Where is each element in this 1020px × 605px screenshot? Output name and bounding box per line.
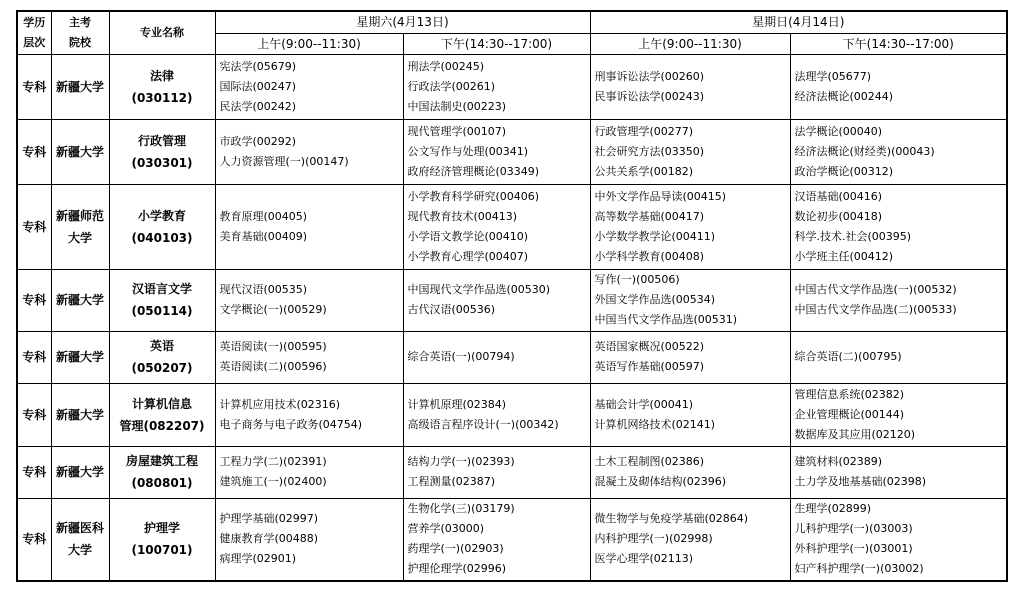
school-name-line: 新疆师范 [55,208,104,223]
course-item: 数据库及其应用(02120) [794,427,916,441]
courses-sun-pm [790,383,1007,446]
course-item: 中国古代文学作品选(二)(00533) [794,303,957,316]
major-cell [109,331,215,383]
major-name: 英语 [149,339,174,353]
major-code: 管理(082207) [119,418,205,433]
header-sunday: 星期日(4月14日) [590,11,1007,33]
courses-sat-am [215,119,403,184]
school-cell [51,184,109,269]
course-item: 高等数学基础(00417) [594,209,705,223]
table-row [17,383,1007,446]
course-item: 美育基础(00409) [219,229,308,243]
school-name-line: 新疆大学 [55,293,104,307]
course-item: 计算机原理(02384) [407,397,507,411]
course-item: 小学教育心理学(00407) [407,249,529,263]
courses-sat-am [215,383,403,446]
courses-sat-pm [403,446,590,498]
school-name-line: 新疆大学 [55,144,104,159]
courses-sun-am [590,383,790,446]
courses-sun-pm [790,54,1007,119]
major-cell [109,119,215,184]
school-cell [51,54,109,119]
level-cell: 专科 [17,383,51,446]
courses-sun-am [590,331,790,383]
course-item: 法学概论(00040) [794,124,883,138]
course-item: 企业管理概论(00144) [794,407,905,421]
level-cell: 专科 [17,446,51,498]
table-row [17,331,1007,383]
courses-sun-am [590,446,790,498]
courses-sat-am [215,54,403,119]
courses-sun-pm [790,269,1007,331]
course-item: 护理伦理学(02996) [407,562,507,576]
major-cell [109,498,215,581]
courses-sat-pm [403,383,590,446]
header-sun-pm: 下午(14:30--17:00) [790,33,1007,54]
course-item: 数论初步(00418) [794,209,883,223]
level-cell: 专科 [17,331,51,383]
table-row [17,498,1007,581]
course-item: 人力资源管理(一)(00147) [219,154,349,168]
courses-sun-am [590,498,790,581]
course-item: 电子商务与电子政务(04754) [219,417,363,431]
courses-sun-am [590,184,790,269]
major-name: 行政管理 [137,133,186,148]
course-item: 科学.技术.社会(00395) [794,229,912,243]
exam-schedule [16,10,1006,582]
course-item: 妇产科护理学(一)(03002) [794,562,924,576]
major-code: (100701) [131,543,193,558]
school-name-line: 新疆大学 [55,79,104,94]
course-item: 宪法学(05679) [219,59,297,73]
course-item: 儿科护理学(一)(03003) [794,522,913,536]
level-cell: 专科 [17,54,51,119]
level-cell: 专科 [17,269,51,331]
major-code: (050114) [131,304,193,318]
course-item: 英语阅读(二)(00596) [219,360,327,373]
courses-sat-pm [403,54,590,119]
course-item: 小学数学教学论(00411) [594,229,716,243]
major-code: (040103) [131,230,193,245]
course-item: 中国古代文学作品选(一)(00532) [794,283,957,296]
course-item: 中国现代文学作品选(00530) [407,283,551,296]
course-item: 刑事诉讼法学(00260) [594,69,705,83]
school-cell [51,269,109,331]
school-name-line: 大学 [67,230,92,245]
major-name: 法律 [149,68,174,83]
school-name-line: 新疆大学 [55,407,104,422]
course-item: 建筑材料(02389) [794,455,883,468]
course-item: 写作(一)(00506) [594,273,680,286]
major-cell [109,383,215,446]
courses-sun-am [590,119,790,184]
major-name: 汉语言文学 [131,282,192,296]
courses-sat-am [215,498,403,581]
table-row [17,54,1007,119]
courses-sun-am [590,54,790,119]
school-name-line: 新疆医科 [55,521,104,536]
courses-sun-pm [790,119,1007,184]
major-code: (080801) [131,476,193,490]
course-item: 社会研究方法(03350) [594,144,705,158]
courses-sat-pm [403,119,590,184]
major-name: 计算机信息 [131,396,192,411]
course-item: 汉语基础(00416) [794,189,883,203]
course-item: 法理学(05677) [794,69,872,83]
header-sat-pm: 下午(14:30--17:00) [403,33,590,54]
course-item: 市政学(00292) [219,134,297,148]
course-item: 工程测量(02387) [407,475,496,488]
course-item: 经济法概论(财经类)(00043) [794,144,935,158]
course-item: 外科护理学(一)(03001) [794,542,913,556]
schedule-table [16,10,1008,582]
major-name: 房屋建筑工程 [125,454,198,468]
header-sun-am: 上午(9:00--11:30) [590,33,790,54]
course-item: 民法学(00242) [219,99,297,113]
course-item: 政治学概论(00312) [794,164,894,178]
course-item: 公文写作与处理(00341) [407,144,529,158]
course-item: 国际法(00247) [219,79,297,93]
header-level: 学历 层次 [17,11,51,54]
course-item: 生物化学(三)(03179) [407,502,515,516]
course-item: 现代管理学(00107) [407,124,507,138]
school-name-line: 新疆大学 [55,465,104,479]
course-item: 综合英语(二)(00795) [794,350,902,363]
course-item: 计算机网络技术(02141) [594,417,716,431]
level-cell: 专科 [17,498,51,581]
header-sat-am: 上午(9:00--11:30) [215,33,403,54]
course-item: 工程力学(二)(02391) [219,455,327,468]
major-cell [109,446,215,498]
schedule-body [17,54,1007,581]
course-item: 内科护理学(一)(02998) [594,532,713,546]
course-item: 古代汉语(00536) [407,303,496,316]
course-item: 经济法概论(00244) [794,89,894,103]
course-item: 外国文学作品选(00534) [594,293,716,306]
courses-sat-pm [403,498,590,581]
course-item: 护理学基础(02997) [219,512,319,526]
school-cell [51,331,109,383]
school-cell [51,498,109,581]
major-cell [109,54,215,119]
course-item: 小学科学教育(00408) [594,249,705,263]
course-item: 民事诉讼法学(00243) [594,89,705,103]
courses-sun-pm [790,446,1007,498]
course-item: 高级语言程序设计(一)(00342) [407,417,559,431]
courses-sun-pm [790,184,1007,269]
school-cell [51,383,109,446]
course-item: 现代汉语(00535) [219,283,308,296]
course-item: 管理信息系统(02382) [794,387,905,401]
courses-sat-am [215,269,403,331]
course-item: 中国法制史(00223) [407,99,507,113]
table-row [17,119,1007,184]
course-item: 药理学(一)(02903) [407,542,504,556]
course-item: 微生物学与免疫学基础(02864) [594,512,749,526]
course-item: 教育原理(00405) [219,209,308,223]
school-name-line: 新疆大学 [55,350,104,364]
course-item: 小学班主任(00412) [794,249,894,263]
course-item: 英语国家概况(00522) [594,340,705,353]
level-cell: 专科 [17,184,51,269]
school-name-line: 大学 [67,543,92,558]
course-item: 中国当代文学作品选(00531) [594,313,738,326]
course-item: 政府经济管理概论(03349) [407,164,540,178]
courses-sat-am [215,184,403,269]
courses-sat-am [215,446,403,498]
course-item: 小学语文教学论(00410) [407,229,529,243]
major-name: 小学教育 [137,208,186,223]
table-row [17,269,1007,331]
level-cell: 专科 [17,119,51,184]
major-code: (050207) [131,361,193,375]
course-item: 综合英语(一)(00794) [407,350,515,363]
course-item: 现代教育技术(00413) [407,209,518,223]
course-item: 小学教育科学研究(00406) [407,189,540,203]
school-cell [51,446,109,498]
course-item: 基础会计学(00041) [594,397,694,411]
course-item: 土木工程制图(02386) [594,455,705,468]
course-item: 病理学(02901) [219,552,297,566]
course-item: 土力学及地基基础(02398) [794,475,927,488]
header-major: 专业名称 [109,11,215,54]
courses-sat-pm [403,269,590,331]
course-item: 计算机应用技术(02316) [219,397,341,411]
courses-sun-am [590,269,790,331]
courses-sat-pm [403,331,590,383]
course-item: 生理学(02899) [794,502,872,516]
course-item: 行政管理学(00277) [594,124,694,138]
course-item: 英语写作基础(00597) [594,360,705,373]
major-cell [109,184,215,269]
course-item: 刑法学(00245) [407,59,485,73]
courses-sat-pm [403,184,590,269]
course-item: 营养学(03000) [407,522,485,536]
table-row [17,184,1007,269]
course-item: 混凝土及砌体结构(02396) [594,475,727,488]
major-name: 护理学 [143,521,180,536]
course-item: 医学心理学(02113) [594,552,694,566]
course-item: 行政法学(00261) [407,79,496,93]
header-saturday: 星期六(4月13日) [215,11,590,33]
courses-sat-am [215,331,403,383]
course-item: 建筑施工(一)(02400) [219,475,327,488]
course-item: 结构力学(一)(02393) [407,455,515,468]
course-item: 健康教育学(00488) [219,532,319,546]
school-cell [51,119,109,184]
header-school: 主考 院校 [51,11,109,54]
table-row [17,446,1007,498]
course-item: 中外文学作品导读(00415) [594,189,727,203]
course-item: 文学概论(一)(00529) [219,303,327,316]
courses-sun-pm [790,331,1007,383]
course-item: 公共关系学(00182) [594,164,694,178]
major-code: (030301) [131,155,193,170]
major-code: (030112) [131,90,193,105]
course-item: 英语阅读(一)(00595) [219,340,327,353]
major-cell [109,269,215,331]
courses-sun-pm [790,498,1007,581]
